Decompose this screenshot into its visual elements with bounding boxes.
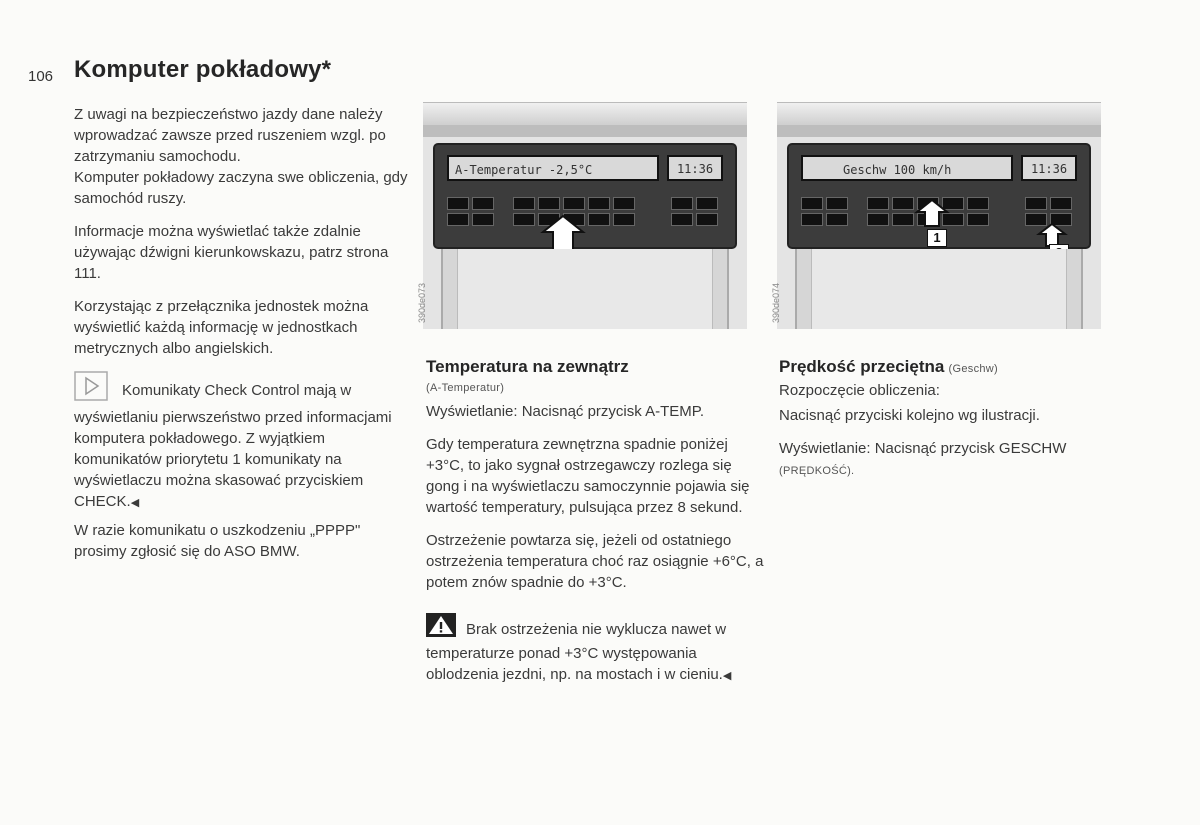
paragraph-remote: Informacje można wyświetlać także zdalnie używając dźwigni kierunkowskazu, patrz strona 111. <box>74 223 389 282</box>
button <box>613 197 635 210</box>
ice-warning-text: Brak ostrzeżenia nie wyklucza nawet w temperaturze ponad +3°C występowania oblodzenia jezdni, np. na mostach i w cieniu. <box>426 621 727 683</box>
paragraph-temp-display: Wyświetlanie: Nacisnąć przycisk A-TEMP. <box>426 403 704 420</box>
figure-a-temp <box>417 102 747 329</box>
dashboard-band <box>777 125 1101 137</box>
speed-display-text: Wyświetlanie: Nacisnąć przycisk GESCHW <box>779 440 1067 457</box>
figure-code: 390de073 <box>417 282 427 323</box>
button <box>967 213 989 226</box>
callout-1: 1 <box>927 229 947 247</box>
computer-display: A-Temperatur -2,5°C <box>447 155 659 181</box>
column-left <box>74 104 409 574</box>
paragraph-start-text: Komputer pokładowy zaczyna swe obliczenia, gdy samochód ruszy. <box>74 169 408 207</box>
button-row-left-top <box>801 197 848 210</box>
press-arrow-1-icon <box>915 199 949 227</box>
button <box>588 213 610 226</box>
check-control-icon <box>74 371 108 407</box>
clock-display: 11:36 <box>667 155 723 181</box>
paragraph-ice-warning <box>426 613 766 687</box>
button <box>892 213 914 226</box>
button <box>826 213 848 226</box>
press-arrow-icon <box>541 215 585 251</box>
button <box>967 197 989 210</box>
button <box>892 197 914 210</box>
button <box>1050 197 1072 210</box>
paragraph-pppp: W razie komunikatu o uszkodzeniu „PPPP" prosimy zgłosić się do ASO BMW. <box>74 522 361 560</box>
button <box>867 213 889 226</box>
button-row-right-top <box>671 197 718 210</box>
check-control-text: Komunikaty Check Control mają w wyświetlaniu pierwszeństwo przed informacjami komputera pokładowego. Z wyjątkiem komunikatów priorytetu 1 komunikaty na wyświetlaczu można skasować przyciskiem CHECK. <box>74 382 392 510</box>
figure-code: 390de074 <box>771 282 781 323</box>
paragraph-check-control <box>74 371 409 514</box>
button <box>613 213 635 226</box>
paragraph-speed-display <box>779 438 1129 482</box>
button <box>447 197 469 210</box>
button <box>826 197 848 210</box>
button <box>696 213 718 226</box>
warning-icon <box>426 613 456 643</box>
figure-geschw <box>771 102 1101 329</box>
console-lower <box>795 249 1083 329</box>
button <box>671 213 693 226</box>
button <box>696 197 718 210</box>
button <box>513 213 535 226</box>
paragraph-speed-press: Nacisnąć przyciski kolejno wg ilustracji. <box>779 407 1040 424</box>
button <box>1025 197 1047 210</box>
paragraph-speed-start: Rozpoczęcie obliczenia: <box>779 382 940 399</box>
column-right <box>779 356 1129 494</box>
dashboard-band <box>423 125 747 137</box>
dashboard-top-band <box>777 103 1101 126</box>
section-subheading-temp: (A-Temperatur) <box>426 382 505 394</box>
paragraph-temp-warning: Gdy temperatura zewnętrzna spadnie poniżej +3°C, to jako sygnał ostrzegawczy rozlega się gong i na wyświetlaczu samoczynnie pojawia się wartość temperatury, pulsująca przez 8 sekund. <box>426 436 750 516</box>
button-row-left-bottom <box>801 213 848 226</box>
page-title: Komputer pokładowy* <box>74 56 332 83</box>
button <box>588 197 610 210</box>
button <box>472 213 494 226</box>
button <box>867 197 889 210</box>
computer-display: Geschw 100 km/h <box>801 155 1013 181</box>
section-heading-temp: Temperatura na zewnątrz <box>426 357 629 376</box>
console-inner <box>811 249 1067 329</box>
console-lower <box>441 249 729 329</box>
onboard-computer-unit <box>433 143 737 249</box>
button-row-left-top <box>447 197 494 210</box>
button <box>801 197 823 210</box>
button <box>447 213 469 226</box>
end-mark-icon: ◀ <box>722 670 732 682</box>
clock-display: 11:36 <box>1021 155 1077 181</box>
paragraph-units: Korzystając z przełącznika jednostek można wyświetlić każdą informację w jednostkach metrycznych albo angielskich. <box>74 298 369 357</box>
button <box>671 197 693 210</box>
section-heading-speed: Prędkość przeciętna <box>779 357 945 376</box>
button-row-mid-top <box>513 197 635 210</box>
column-middle <box>426 356 766 699</box>
button-row-right-bottom <box>671 213 718 226</box>
button <box>801 213 823 226</box>
button <box>538 197 560 210</box>
console-inner <box>457 249 713 329</box>
dashboard-top-band <box>423 103 747 126</box>
button-row-left-bottom <box>447 213 494 226</box>
button <box>513 197 535 210</box>
paragraph-safety <box>74 104 409 209</box>
section-heading-speed-small: (Geschw) <box>948 363 998 375</box>
section-heading-speed-row <box>779 356 1129 380</box>
paragraph-safety-text: Z uwagi na bezpieczeństwo jazdy dane należy wprowadzać zawsze przed ruszeniem wzgl. po zatrzymaniu samochodu. <box>74 106 386 165</box>
speed-display-small: (PRĘDKOŚĆ). <box>779 465 855 477</box>
button-row-right-top <box>1025 197 1072 210</box>
page-number: 106 <box>28 68 54 85</box>
button <box>563 197 585 210</box>
paragraph-temp-repeat: Ostrzeżenie powtarza się, jeżeli od ostatniego ostrzeżenia temperatura choć raz osiągnie +6°C, a potem znów spadnie do +3°C. <box>426 532 764 591</box>
end-mark-icon: ◀ <box>130 497 140 509</box>
button <box>472 197 494 210</box>
